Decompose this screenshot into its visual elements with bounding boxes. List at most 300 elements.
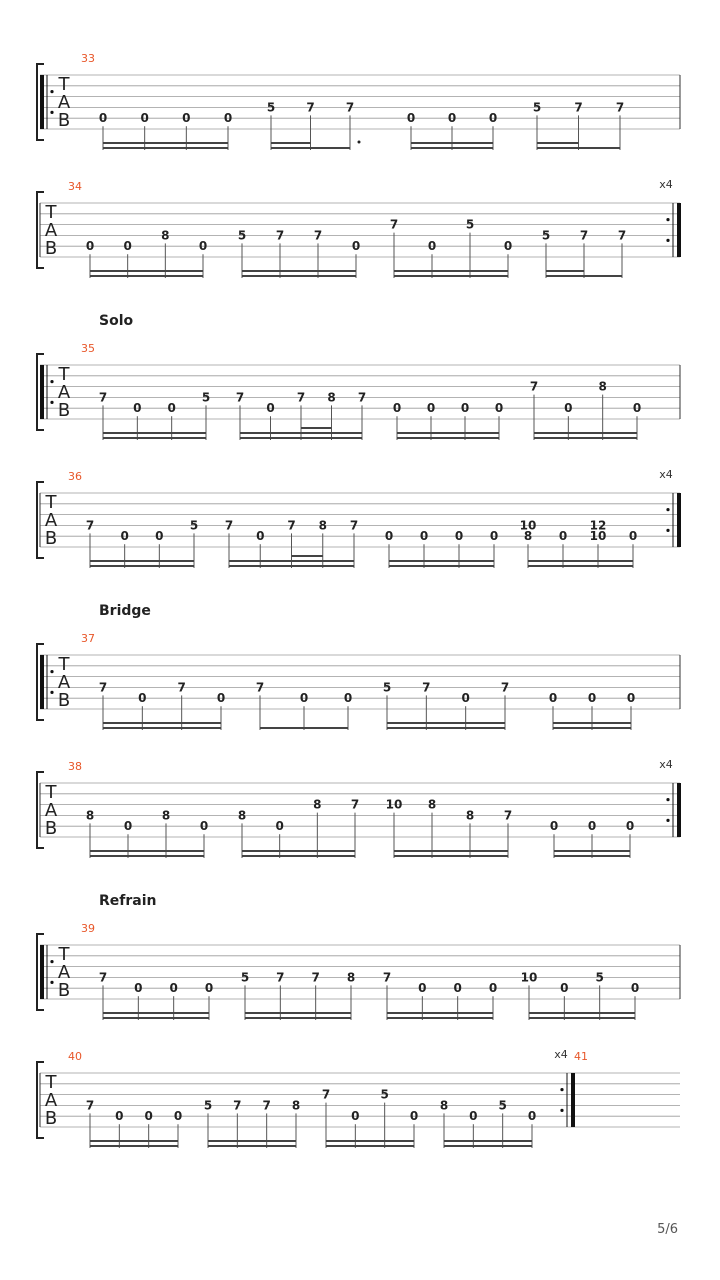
fret-number: 0 (199, 819, 209, 834)
fret-number: 0 (632, 401, 642, 416)
repeat-start-thick-bar (40, 655, 44, 709)
fret-number: 0 (216, 691, 226, 706)
fret-number: 0 (461, 691, 470, 706)
measure-number: 38 (68, 760, 82, 773)
fret-number: 8 (313, 797, 322, 812)
fret-number: 0 (351, 239, 361, 254)
tab-system-39 (37, 893, 680, 1020)
fret-number: 8 (161, 808, 171, 823)
tab-clef-letter: A (44, 800, 58, 821)
tab-clef-letter: T (45, 492, 57, 513)
fret-number: 0 (198, 239, 208, 254)
beam-tertiary (301, 427, 332, 429)
note-group (385, 529, 498, 568)
fret-number: 0 (587, 691, 597, 706)
beam-secondary (103, 722, 221, 724)
tab-clef-letter: A (44, 510, 58, 531)
fret-number: 8 (237, 808, 247, 823)
measure-number: 37 (81, 632, 95, 645)
repeat-dot (50, 981, 53, 984)
beam (397, 437, 499, 439)
note-group (530, 380, 641, 440)
fret-number: 7 (98, 390, 108, 405)
beam-secondary (534, 432, 637, 434)
beam-secondary (242, 270, 356, 272)
fret-number: 8 (427, 797, 437, 812)
fret-number: 7 (224, 518, 234, 533)
fret-number: 0 (351, 1109, 360, 1124)
fret-number: 7 (85, 518, 95, 533)
beam (240, 437, 362, 439)
beam (411, 147, 493, 149)
fret-number: 0 (204, 981, 214, 996)
fret-number: 7 (311, 970, 320, 985)
repeat-count: x4 (659, 758, 673, 771)
fret-number: 0 (123, 819, 133, 834)
fret-number: 0 (85, 239, 95, 254)
repeat-dot (50, 111, 53, 114)
beam (389, 565, 494, 567)
fret-number: 10 (519, 518, 537, 533)
fret-number: 0 (98, 111, 108, 126)
beam-secondary (387, 722, 505, 724)
fret-number: 0 (460, 401, 470, 416)
fret-number: 5 (203, 1098, 213, 1113)
beam (208, 1145, 296, 1147)
beam-secondary (242, 850, 355, 852)
fret-number: 0 (626, 691, 636, 706)
repeat-end-thick-bar (571, 1073, 575, 1127)
fret-number: 0 (419, 529, 429, 544)
tab-clef-letter: A (57, 92, 71, 113)
beam-secondary (208, 1140, 296, 1142)
fret-number: 0 (587, 819, 597, 834)
beam (394, 855, 508, 857)
fret-number: 0 (223, 111, 233, 126)
note-group (267, 100, 361, 150)
fret-number: 8 (318, 518, 327, 533)
fret-number: 0 (182, 111, 191, 126)
note-group (550, 819, 634, 858)
note-group (386, 798, 513, 858)
tab-clef (58, 654, 71, 711)
fret-number: 7 (276, 970, 285, 985)
fret-number: 0 (266, 401, 275, 416)
fret-number: 0 (560, 981, 569, 996)
repeat-dot (666, 529, 669, 532)
fret-number: 7 (85, 1098, 95, 1113)
tab-clef (45, 1072, 58, 1129)
fret-number: 7 (98, 680, 108, 695)
beam (90, 1145, 178, 1147)
fret-number: 0 (173, 1109, 183, 1124)
note-group (383, 970, 497, 1020)
tab-clef-letter: T (45, 202, 57, 223)
beam (444, 1145, 532, 1147)
beam-secondary (103, 1012, 209, 1014)
fret-number: 0 (138, 691, 147, 706)
repeat-dot (666, 508, 669, 511)
fret-number: 8 (598, 379, 607, 394)
note-group (86, 518, 198, 568)
beam (242, 275, 356, 277)
fret-number: 8 (346, 970, 356, 985)
fret-number: 7 (615, 100, 625, 115)
fret-number: 0 (167, 401, 176, 416)
beam (387, 727, 505, 729)
repeat-dot (50, 90, 53, 93)
beam-secondary (529, 1012, 635, 1014)
fret-number: 0 (427, 239, 437, 254)
beam-secondary (389, 560, 494, 562)
tab-clef-letter: A (44, 1090, 58, 1111)
fret-number: 0 (384, 529, 394, 544)
fret-number: 5 (380, 1087, 389, 1102)
tab-system-38 (37, 758, 681, 858)
repeat-dot (50, 670, 53, 673)
beam-secondary (240, 432, 362, 434)
fret-number: 0 (447, 111, 457, 126)
beam (103, 437, 206, 439)
measure-number: 33 (81, 52, 95, 65)
fret-number: 0 (392, 401, 402, 416)
tab-clef-letter: T (45, 1072, 57, 1093)
fret-number: 0 (548, 691, 558, 706)
beam-secondary (394, 270, 508, 272)
beam-secondary (103, 432, 206, 434)
repeat-start-thick-bar (40, 75, 44, 129)
fret-number: 0 (169, 981, 178, 996)
beam-secondary (103, 142, 228, 144)
fret-number: 7 (287, 518, 296, 533)
fret-number: 0 (558, 529, 568, 544)
beam (387, 1017, 493, 1019)
fret-number: 0 (503, 239, 513, 254)
tab-system-36 (37, 468, 681, 568)
tab-clef-letter: B (57, 400, 71, 421)
note-group (99, 970, 213, 1020)
beam (534, 437, 637, 439)
fret-number: 0 (115, 1109, 124, 1124)
note-group (238, 798, 359, 858)
fret-number: 7 (422, 680, 431, 695)
tab-clef-letter: B (57, 110, 71, 131)
tab-clef-letter: T (45, 782, 57, 803)
tab-clef-letter: B (57, 690, 71, 711)
beam (90, 275, 203, 277)
tab-clef (58, 364, 71, 421)
fret-number: 0 (406, 111, 416, 126)
repeat-end-thick-bar (677, 493, 681, 547)
beam-secondary (90, 850, 204, 852)
fret-number: 12 (589, 518, 607, 533)
repeat-dot (50, 691, 53, 694)
note-group (241, 970, 355, 1020)
fret-number: 7 (357, 390, 367, 405)
fret-number: 7 (579, 228, 589, 243)
fret-number: 10 (589, 529, 607, 544)
fret-number: 5 (541, 228, 551, 243)
beam (229, 565, 354, 567)
tab-clef (45, 782, 58, 839)
note-group (236, 390, 366, 440)
beam (103, 1017, 209, 1019)
beam-secondary (537, 142, 579, 144)
note-group (407, 111, 497, 150)
tab-clef-letter: T (58, 364, 70, 385)
beam-secondary (326, 1140, 414, 1142)
fret-number: 0 (134, 981, 143, 996)
tab-system-35 (37, 313, 680, 440)
beam-secondary (90, 1140, 178, 1142)
beam (90, 855, 204, 857)
fret-number: 8 (465, 808, 475, 823)
fret-number: 7 (235, 390, 245, 405)
note-group (238, 228, 360, 278)
tab-clef-letter: A (44, 220, 58, 241)
beam (546, 275, 622, 277)
tab-clef (45, 202, 58, 259)
beam-secondary (271, 142, 311, 144)
note-group (86, 808, 208, 858)
beam-secondary (90, 560, 194, 562)
repeat-end-thick-bar (677, 783, 681, 837)
fret-number: 8 (291, 1098, 301, 1113)
beam (242, 855, 355, 857)
fret-number: 7 (306, 100, 315, 115)
fret-number: 7 (349, 518, 359, 533)
note-group (204, 1098, 300, 1148)
section-label: Bridge (99, 603, 151, 619)
beam (528, 565, 633, 567)
fret-number: 0 (527, 1109, 537, 1124)
beam-secondary (394, 850, 508, 852)
fret-number: 0 (123, 239, 132, 254)
tab-clef-letter: A (57, 672, 71, 693)
fret-number: 5 (532, 100, 542, 115)
fret-number: 0 (488, 111, 498, 126)
fret-number: 5 (189, 518, 199, 533)
fret-number: 8 (161, 228, 170, 243)
fret-number: 5 (595, 970, 604, 985)
fret-number: 0 (488, 981, 498, 996)
repeat-dot (666, 239, 669, 242)
fret-number: 10 (385, 797, 403, 812)
tab-clef (45, 492, 58, 549)
repeat-dot (666, 819, 669, 822)
measure-number: 34 (68, 180, 82, 193)
beam-secondary (546, 270, 584, 272)
repeat-end-thick-bar (677, 203, 681, 257)
fret-number: 0 (454, 529, 464, 544)
fret-number: 0 (469, 1109, 478, 1124)
note-group (99, 680, 225, 730)
beam (553, 727, 631, 729)
beam-tertiary (292, 555, 323, 557)
repeat-dot (50, 401, 53, 404)
beam-secondary (387, 1012, 493, 1014)
beam-secondary (553, 722, 631, 724)
fret-number: 7 (98, 970, 108, 985)
note-group (322, 1088, 418, 1148)
fret-number: 7 (529, 379, 539, 394)
note-group (383, 680, 509, 730)
note-group (86, 228, 207, 278)
beam-secondary (554, 850, 630, 852)
beam (245, 1017, 351, 1019)
note-group (256, 680, 352, 730)
beam (326, 1145, 414, 1147)
fret-number: 0 (453, 981, 462, 996)
beam-secondary (528, 560, 633, 562)
beam (103, 727, 221, 729)
fret-number: 7 (233, 1098, 242, 1113)
fret-number: 5 (382, 680, 392, 695)
repeat-dot (560, 1088, 563, 1091)
fret-number: 0 (426, 401, 436, 416)
beam-secondary (397, 432, 499, 434)
fret-number: 8 (523, 529, 533, 544)
section-label: Refrain (99, 893, 157, 909)
fret-number: 0 (299, 691, 309, 706)
tab-clef (58, 74, 71, 131)
tab-clef-letter: T (58, 74, 70, 95)
repeat-dot (50, 380, 53, 383)
fret-number: 0 (144, 1109, 153, 1124)
beam (554, 855, 630, 857)
fret-number: 0 (489, 529, 499, 544)
measure-number: 40 (68, 1050, 82, 1063)
fret-number: 8 (439, 1098, 449, 1113)
fret-number: 8 (327, 390, 336, 405)
tab-clef-letter: A (57, 382, 71, 403)
repeat-dot (560, 1109, 563, 1112)
tab-system-33 (37, 52, 680, 150)
fret-number: 10 (520, 970, 538, 985)
tab-clef-letter: B (44, 238, 58, 259)
fret-number: 0 (409, 1109, 419, 1124)
beam (529, 1017, 635, 1019)
beam (394, 275, 508, 277)
fret-number: 0 (494, 401, 504, 416)
fret-number: 7 (382, 970, 392, 985)
fret-number: 7 (321, 1087, 331, 1102)
tab-system-37 (37, 603, 680, 730)
repeat-count: x4 (554, 1048, 568, 1061)
beam (260, 727, 348, 729)
repeat-start-thick-bar (40, 365, 44, 419)
measure-number: 39 (81, 922, 95, 935)
beam-secondary (411, 142, 493, 144)
beam-secondary (245, 1012, 351, 1014)
repeat-dot (666, 218, 669, 221)
beam-secondary (90, 270, 203, 272)
tab-clef-letter: A (57, 962, 71, 983)
note-group (549, 691, 635, 730)
tab-clef-letter: T (58, 654, 70, 675)
fret-number: 0 (256, 529, 265, 544)
fret-number: 7 (574, 100, 583, 115)
fret-number: 7 (296, 390, 306, 405)
measure-number: 36 (68, 470, 82, 483)
fret-number: 7 (350, 797, 360, 812)
beam (537, 147, 620, 149)
fret-number: 0 (625, 819, 635, 834)
page-number: 5/6 (657, 1222, 678, 1237)
measure-number: 35 (81, 342, 95, 355)
note-group (520, 518, 638, 568)
fret-number: 0 (418, 981, 427, 996)
fret-number: 7 (389, 217, 399, 232)
fret-number: 7 (262, 1098, 271, 1113)
section-label: Solo (99, 313, 134, 329)
fret-number: 7 (500, 680, 510, 695)
fret-number: 7 (275, 228, 285, 243)
fret-number: 7 (177, 680, 186, 695)
beam-secondary (444, 1140, 532, 1142)
beam-secondary (229, 560, 354, 562)
fret-number: 0 (140, 111, 149, 126)
fret-number: 5 (465, 217, 475, 232)
repeat-dot (50, 960, 53, 963)
tab-system-34 (37, 178, 681, 278)
tab-clef-letter: B (44, 528, 58, 549)
fret-number: 0 (549, 819, 559, 834)
fret-number: 5 (201, 390, 211, 405)
fret-number: 0 (343, 691, 353, 706)
fret-number: 7 (617, 228, 627, 243)
repeat-start-thick-bar (40, 945, 44, 999)
note-group (393, 401, 503, 440)
fret-number: 0 (275, 819, 284, 834)
beam (271, 147, 350, 149)
fret-number: 0 (155, 529, 164, 544)
note-group (533, 100, 624, 150)
fret-number: 5 (266, 100, 276, 115)
tab-clef-letter: B (44, 1108, 58, 1129)
measure-number: 41 (574, 1050, 588, 1063)
tab-clef-letter: B (44, 818, 58, 839)
tab-clef-letter: B (57, 980, 71, 1001)
tab-clef-letter: T (58, 944, 70, 965)
note-group (542, 228, 626, 278)
note-group (225, 518, 358, 568)
fret-number: 5 (237, 228, 247, 243)
note-group (390, 218, 512, 278)
fret-number: 5 (240, 970, 250, 985)
note-group (521, 970, 640, 1020)
fret-number: 0 (564, 401, 573, 416)
fret-number: 0 (120, 529, 129, 544)
beam (90, 565, 194, 567)
fret-number: 5 (498, 1098, 507, 1113)
fret-number: 0 (133, 401, 142, 416)
rhythm-dot (358, 141, 361, 144)
repeat-count: x4 (659, 468, 673, 481)
fret-number: 0 (628, 529, 638, 544)
repeat-count: x4 (659, 178, 673, 191)
fret-number: 7 (345, 100, 355, 115)
fret-number: 8 (85, 808, 95, 823)
repeat-dot (666, 798, 669, 801)
fret-number: 7 (255, 680, 265, 695)
note-group (86, 1098, 182, 1148)
fret-number: 7 (503, 808, 513, 823)
fret-number: 7 (313, 228, 323, 243)
note-group (99, 390, 210, 440)
beam (103, 147, 228, 149)
tab-system-40 (37, 1048, 680, 1148)
